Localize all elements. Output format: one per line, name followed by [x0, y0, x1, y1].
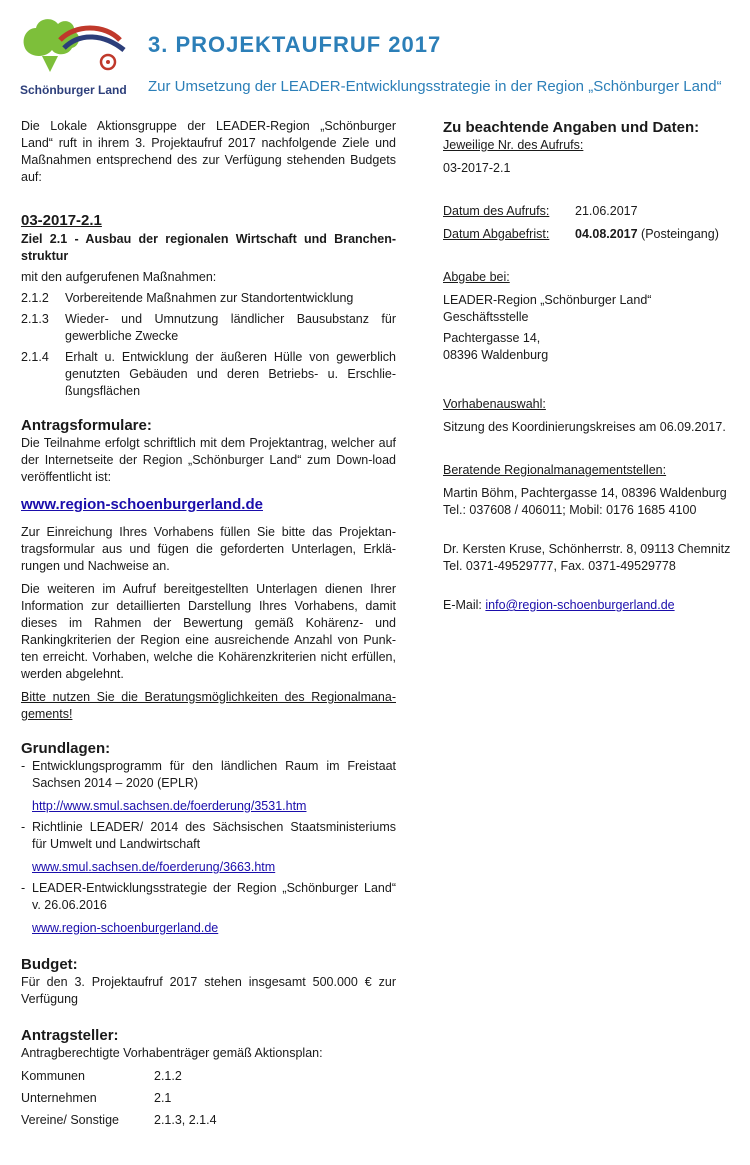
budget-text: Für den 3. Projektaufruf 2017 stehen insgesamt 500.000 € zur Verfügung [21, 975, 396, 1006]
advisor2-address: Dr. Kersten Kruse, Schönherrstr. 8, 09113 Chemnitz [443, 542, 731, 556]
applicant-row [21, 1068, 396, 1085]
basics-item-text: Entwicklungsprogramm für den ländlichen Raum im Freistaat Sachsen 2014 – 2020 (EPLR) [32, 759, 396, 790]
advisor2-phone: Tel. 0371-49529777, Fax. 0371-49529778 [443, 559, 676, 573]
measure-number: 2.1.3 [21, 312, 49, 326]
region-logo-icon [20, 10, 130, 80]
right-column [443, 118, 748, 614]
deadline-note: (Posteingang) [641, 227, 719, 241]
basics-item: - Entwicklungsprogramm für den ländlichen Raum im Freistaat Sachsen 2014 – 2020 (EPLR) [21, 759, 396, 790]
basics-item: - LEADER-Entwicklungsstrategie der Region „Schönburger Land“ v. 26.06.2016 [21, 881, 396, 912]
basics-heading: Grundlagen: [21, 740, 111, 757]
advisor1-address: Martin Böhm, Pachtergasse 14, 08396 Waldenburg [443, 486, 727, 500]
call-date-row [443, 203, 748, 220]
applicant-value: 2.1.2 [154, 1069, 182, 1083]
leader-guideline-link[interactable]: www.smul.sachsen.de/foerderung/3663.htm [32, 860, 276, 874]
submit-label: Abgabe bei: [443, 270, 510, 284]
call-date-label: Datum des Aufrufs: [443, 204, 550, 218]
forms-heading: Antragsformulare: [21, 417, 152, 434]
selection-label: Vorhabenauswahl: [443, 397, 546, 411]
deadline-row [443, 226, 748, 243]
measure-item [21, 311, 396, 345]
call-number-label: Jeweilige Nr. des Aufrufs: [443, 138, 584, 152]
submit-line: 08396 Waldenburg [443, 348, 549, 362]
email-row [443, 597, 748, 614]
forms-para-submit: Zur Einreichung Ihres Vorhabens füllen Sie bitte das Projektan-tragsformular aus und fügen die geforderten Unterlagen, Erklä-rungen und Nachweise an. [21, 525, 396, 573]
applicant-value: 2.1.3, 2.1.4 [154, 1113, 217, 1127]
deadline-value: 04.08.2017 [575, 227, 638, 241]
basics-list [21, 758, 396, 937]
region-logo [18, 10, 133, 98]
page-subtitle: Zur Umsetzung der LEADER-Entwicklungsstrategie in der Region „Schönburger Land“ [148, 78, 722, 95]
applicant-label: Unternehmen [21, 1091, 97, 1105]
deadline-label: Datum Abgabefrist: [443, 227, 550, 241]
forms-para-info: Die weiteren im Aufruf bereitgestellten Unterlagen dienen Ihrer Information zur detaillierten Darstellung Ihres Vorhabens, damit dieses im Rahmen der Bewertung gemäß Kohärenz- und Rankingkriterien der Region eine ausreichende Anzahl von Punk-ten erreicht. Vorhaben, welche die Kohärenzkriterien nicht erfüllen, werden abgelehnt. [21, 582, 396, 681]
applicant-row [21, 1112, 396, 1129]
submit-line: Geschäftsstelle [443, 310, 529, 324]
email-label: E-Mail: [443, 598, 482, 612]
goal-text: Ziel 2.1 - Ausbau der regionalen Wirtschaft und Branchen-struktur [21, 232, 396, 263]
details-heading: Zu beachtende Angaben und Daten: [443, 119, 700, 136]
measures-intro: mit den aufgerufenen Maßnahmen: [21, 270, 217, 284]
submit-line: LEADER-Region „Schönburger Land“ [443, 293, 652, 307]
eplr-link[interactable]: http://www.smul.sachsen.de/foerderung/3531.htm [32, 799, 307, 813]
logo-text: Schönburger Land [20, 83, 127, 97]
measure-item [21, 349, 396, 400]
strategy-link[interactable]: www.region-schoenburgerland.de [32, 921, 219, 935]
applicants-table [21, 1068, 396, 1129]
selection-text: Sitzung des Koordinierungskreises am 06.09.2017. [443, 420, 726, 434]
measure-text: Vorbereitende Maßnahmen zur Standortentwicklung [65, 291, 354, 305]
applicants-intro: Antragberechtigte Vorhabenträger gemäß Aktionsplan: [21, 1046, 323, 1060]
measure-item [21, 290, 396, 307]
left-column [21, 118, 396, 1129]
applicant-value: 2.1 [154, 1091, 172, 1105]
advice-note: Bitte nutzen Sie die Beratungsmöglichkeiten des Regionalmana-gements! [21, 690, 396, 721]
advisor1-phone: Tel.: 037608 / 406011; Mobil: 0176 1685 4100 [443, 503, 697, 517]
basics-item-text: LEADER-Entwicklungsstrategie der Region „Schönburger Land“ v. 26.06.2016 [32, 881, 396, 912]
region-website-link[interactable]: www.region-schoenburgerland.de [21, 496, 263, 513]
submit-line: Pachtergasse 14, [443, 331, 541, 345]
call-number-value: 03-2017-2.1 [443, 161, 511, 175]
intro-text: Die Lokale Aktionsgruppe der LEADER-Region „Schönburger Land“ ruft in ihrem 3. Projektaufruf 2017 nachfolgende Ziele und Maßnahmen entsprechend des zur Verfügung stehenden Budgets auf: [21, 119, 396, 184]
measure-text: Erhalt u. Entwicklung der äußeren Hülle von gewerblich genutzten Gebäuden und deren Betriebs- u. Erschlie-ßungsflächen [65, 350, 396, 398]
measures-list [21, 290, 396, 400]
applicants-heading: Antragsteller: [21, 1027, 119, 1044]
budget-heading: Budget: [21, 956, 78, 973]
call-date-value: 21.06.2017 [575, 204, 638, 218]
applicant-label: Vereine/ Sonstige [21, 1113, 119, 1127]
page-title: 3. PROJEKTAUFRUF 2017 [148, 32, 442, 57]
measure-number: 2.1.2 [21, 291, 49, 305]
measure-text: Wieder- und Umnutzung ländlicher Bausubstanz für gewerbliche Zwecke [65, 312, 396, 343]
applicant-label: Kommunen [21, 1069, 85, 1083]
forms-text: Die Teilnahme erfolgt schriftlich mit dem Projektantrag, welcher auf der Internetseite der Region „Schönburger Land“ zum Down-load veröffentlicht ist: [21, 436, 396, 484]
basics-item-text: Richtlinie LEADER/ 2014 des Sächsischen Staatsministeriums für Umwelt und Landwirtschaft [32, 820, 396, 851]
basics-item: - Richtlinie LEADER/ 2014 des Sächsischen Staatsministeriums für Umwelt und Landwirtschaft [21, 820, 396, 851]
measure-number: 2.1.4 [21, 350, 49, 364]
applicant-row [21, 1090, 396, 1107]
call-code: 03-2017-2.1 [21, 212, 102, 229]
email-link[interactable]: info@region-schoenburgerland.de [485, 598, 675, 612]
advice-label: Beratende Regionalmanagementstellen: [443, 463, 667, 477]
